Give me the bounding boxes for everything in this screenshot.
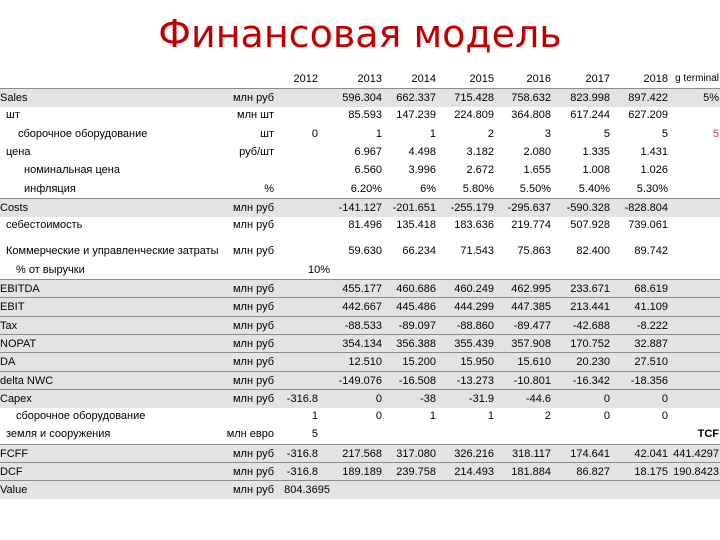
row-value: 1.008 <box>582 164 610 177</box>
row-value: 219.774 <box>511 219 551 232</box>
row-value: 183.636 <box>454 219 494 232</box>
row-value: -18.356 <box>630 374 668 387</box>
table-row <box>0 106 720 124</box>
row-unit: млн руб <box>232 447 274 460</box>
row-label: себестоимость <box>6 219 83 232</box>
row-label: NOPAT <box>0 337 37 350</box>
row-value: 823.998 <box>570 92 610 104</box>
row-value: 10% <box>307 263 330 276</box>
row-value: -828.804 <box>624 201 668 214</box>
row-unit: млн шт <box>237 109 274 122</box>
row-label: EBITDA <box>0 283 40 295</box>
row-unit: шт <box>260 127 274 140</box>
row-value: 3 <box>544 127 551 140</box>
row-value: 356.388 <box>396 337 436 350</box>
row-value: -38 <box>420 392 436 405</box>
row-value: 460.686 <box>396 283 436 295</box>
table-row <box>0 88 720 107</box>
row-value: 2.672 <box>466 164 494 177</box>
row-value: 2.080 <box>523 145 551 158</box>
row-value: 190.8423 <box>673 466 719 478</box>
row-label: сборочное оборудование <box>16 410 146 423</box>
row-value: 715.428 <box>454 92 494 104</box>
row-value: 89.742 <box>634 245 668 258</box>
row-value: 15.950 <box>460 356 494 369</box>
row-unit: млн руб <box>232 466 274 478</box>
table-row <box>0 371 720 390</box>
row-value: 758.632 <box>511 92 551 104</box>
row-value: 5 <box>603 127 610 140</box>
row-value: -31.9 <box>468 392 494 405</box>
row-value: -44.6 <box>525 392 551 405</box>
row-value: 354.134 <box>342 337 382 350</box>
year-header-2018: 2018 <box>643 73 668 85</box>
row-label: сборочное оборудование <box>18 127 148 140</box>
row-label: DA <box>0 356 16 369</box>
row-value: 739.061 <box>628 219 668 232</box>
row-label: Sales <box>0 92 28 104</box>
row-label: delta NWC <box>0 374 54 387</box>
row-unit: млн руб <box>232 201 274 214</box>
table-row <box>0 462 720 481</box>
row-value: 804.3695 <box>284 484 330 497</box>
row-value: 5 <box>712 127 719 140</box>
row-value: 3.996 <box>408 164 436 177</box>
row-value: 357.908 <box>511 337 551 350</box>
row-value: 355.439 <box>454 337 494 350</box>
row-value: -316.8 <box>286 466 318 478</box>
row-value: -89.097 <box>398 319 436 332</box>
row-value: 5.30% <box>636 182 668 195</box>
table-row <box>0 316 720 335</box>
row-value: -89.477 <box>513 319 551 332</box>
row-value: 0 <box>661 392 668 405</box>
row-value: 213.441 <box>570 301 610 314</box>
row-label: FCFF <box>0 447 29 460</box>
row-unit: млн руб <box>232 219 274 232</box>
row-value: 75.863 <box>517 245 551 258</box>
row-unit: млн руб <box>232 301 274 314</box>
row-unit: млн руб <box>232 319 274 332</box>
row-value: 217.568 <box>342 447 382 460</box>
row-value: 0 <box>375 410 382 423</box>
row-value: 445.486 <box>396 301 436 314</box>
row-value: 224.809 <box>454 109 494 122</box>
row-value: 0 <box>603 410 610 423</box>
row-unit: млн руб <box>232 337 274 350</box>
year-header-g-terminal: g terminal <box>675 73 719 84</box>
row-value: 170.752 <box>570 337 610 350</box>
row-value: -590.328 <box>566 201 610 214</box>
row-unit: % <box>264 182 274 195</box>
year-header-2016: 2016 <box>526 73 551 85</box>
row-value: 174.641 <box>570 447 610 460</box>
table-row <box>0 279 720 298</box>
row-value: 1 <box>487 410 494 423</box>
year-header-row <box>0 70 720 88</box>
row-label: Value <box>0 484 28 497</box>
row-label: инфляция <box>24 182 76 195</box>
row-unit: руб/шт <box>239 145 274 158</box>
row-value: 233.671 <box>570 283 610 295</box>
table-row <box>0 161 720 179</box>
row-value: 364.808 <box>511 109 551 122</box>
year-header-2012: 2012 <box>293 73 318 85</box>
row-value: -201.651 <box>392 201 436 214</box>
table-row <box>0 334 720 353</box>
row-label: Capex <box>0 392 32 405</box>
row-value: 81.496 <box>348 219 382 232</box>
row-value: 627.209 <box>628 109 668 122</box>
row-value: 897.422 <box>628 92 668 104</box>
row-value: 135.418 <box>396 219 436 232</box>
row-value: 68.619 <box>634 283 668 295</box>
row-value: 447.385 <box>511 301 551 314</box>
row-value: 6% <box>420 182 436 195</box>
row-value: 0 <box>311 127 318 140</box>
row-value: 318.117 <box>512 447 551 460</box>
row-value: 0 <box>375 392 382 405</box>
row-value: 189.189 <box>342 466 382 478</box>
row-value: 85.593 <box>348 109 382 122</box>
row-value: 1 <box>375 127 382 140</box>
row-value: -149.076 <box>338 374 382 387</box>
row-value: 41.109 <box>634 301 668 314</box>
row-label: Tax <box>0 319 18 332</box>
row-value: 442.667 <box>342 301 382 314</box>
year-header-2014: 2014 <box>411 73 436 85</box>
row-value: 0 <box>661 410 668 423</box>
table-row <box>0 198 720 217</box>
row-value: 3.182 <box>466 145 494 158</box>
row-value: 5 <box>661 127 668 140</box>
table-row <box>0 352 720 371</box>
row-value: -255.179 <box>450 201 494 214</box>
row-value: -88.533 <box>344 319 382 332</box>
row-value: -141.127 <box>338 201 382 214</box>
row-value: -10.801 <box>513 374 551 387</box>
row-value: 617.244 <box>570 109 610 122</box>
table-row <box>0 389 720 408</box>
table-row <box>0 125 720 143</box>
row-value: TCF <box>697 428 719 441</box>
row-value: 181.884 <box>511 466 551 478</box>
row-value: 444.299 <box>454 301 494 314</box>
row-value: 27.510 <box>634 356 668 369</box>
row-value: 455.177 <box>342 283 382 295</box>
row-value: 1 <box>311 410 318 423</box>
row-value: 6.20% <box>350 182 382 195</box>
row-value: 5% <box>703 92 719 104</box>
row-value: 42.041 <box>634 447 668 460</box>
table-row <box>0 242 720 260</box>
row-value: 507.928 <box>570 219 610 232</box>
row-value: 6.967 <box>354 145 382 158</box>
year-header-2015: 2015 <box>469 73 494 85</box>
row-value: 317.080 <box>396 447 436 460</box>
row-value: 20.230 <box>576 356 610 369</box>
row-value: 147.239 <box>396 109 436 122</box>
row-value: 462.995 <box>511 283 551 295</box>
row-label: шт <box>6 109 20 122</box>
table-row <box>0 425 720 443</box>
row-value: 0 <box>603 392 610 405</box>
row-value: 441.4297 <box>673 447 719 460</box>
year-header-2013: 2013 <box>357 73 382 85</box>
table-row <box>0 180 720 198</box>
row-value: -316.8 <box>286 392 318 405</box>
row-label: EBIT <box>0 301 25 314</box>
row-value: 32.887 <box>634 337 668 350</box>
row-unit: млн руб <box>232 484 274 497</box>
table-row <box>0 480 720 499</box>
row-value: 15.610 <box>517 356 551 369</box>
row-value: 86.827 <box>576 466 610 478</box>
row-value: 6.560 <box>354 164 382 177</box>
row-unit: млн руб <box>232 356 274 369</box>
row-value: 12.510 <box>348 356 382 369</box>
row-value: 239.758 <box>396 466 436 478</box>
row-value: 1 <box>429 127 436 140</box>
row-value: 71.543 <box>460 245 494 258</box>
row-label: Costs <box>0 201 29 214</box>
row-value: 214.493 <box>454 466 494 478</box>
row-value: 66.234 <box>402 245 436 258</box>
row-label: номинальная цена <box>24 164 120 177</box>
table-row <box>0 407 720 425</box>
table-row <box>0 216 720 234</box>
row-value: 5.40% <box>578 182 610 195</box>
row-value: 460.249 <box>454 283 494 295</box>
row-value: -316.8 <box>286 447 318 460</box>
row-value: -295.637 <box>507 201 551 214</box>
row-label: Коммерческие и управленческие затраты <box>6 245 219 258</box>
table-row <box>0 261 720 279</box>
row-unit: млн руб <box>232 283 274 295</box>
row-unit: млн евро <box>226 428 274 441</box>
row-label: % от выручки <box>16 263 85 276</box>
row-value: 1.655 <box>523 164 551 177</box>
row-value: 59.630 <box>348 245 382 258</box>
row-value: 1 <box>429 410 436 423</box>
row-value: -13.273 <box>456 374 494 387</box>
row-value: -8.222 <box>636 319 668 332</box>
row-value: -16.342 <box>572 374 610 387</box>
row-value: -16.508 <box>398 374 436 387</box>
row-value: 18.175 <box>634 466 668 478</box>
row-unit: млн руб <box>232 92 274 104</box>
row-value: 596.304 <box>342 92 382 104</box>
row-value: 82.400 <box>576 245 610 258</box>
row-value: 326.216 <box>454 447 494 460</box>
row-label: DCF <box>0 466 23 478</box>
page-title: Финансовая модель <box>158 12 562 56</box>
row-value: 4.498 <box>408 145 436 158</box>
row-value: 2 <box>487 127 494 140</box>
row-label: цена <box>6 145 31 158</box>
table-row <box>0 444 720 463</box>
table-row <box>0 297 720 316</box>
row-value: -88.860 <box>456 319 494 332</box>
row-value: 662.337 <box>396 92 436 104</box>
row-unit: млн руб <box>232 392 274 405</box>
row-value: 1.026 <box>640 164 668 177</box>
row-value: 1.335 <box>582 145 610 158</box>
row-value: 5.50% <box>519 182 551 195</box>
row-value: 5 <box>311 428 318 441</box>
row-value: -42.688 <box>572 319 610 332</box>
row-unit: млн руб <box>232 374 274 387</box>
row-unit: млн руб <box>232 245 274 258</box>
row-value: 5.80% <box>462 182 494 195</box>
year-header-2017: 2017 <box>585 73 610 85</box>
row-value: 15.200 <box>402 356 436 369</box>
row-value: 2 <box>544 410 551 423</box>
row-value: 1.431 <box>640 145 668 158</box>
table-row <box>0 143 720 161</box>
row-label: земля и сооружения <box>6 428 111 441</box>
